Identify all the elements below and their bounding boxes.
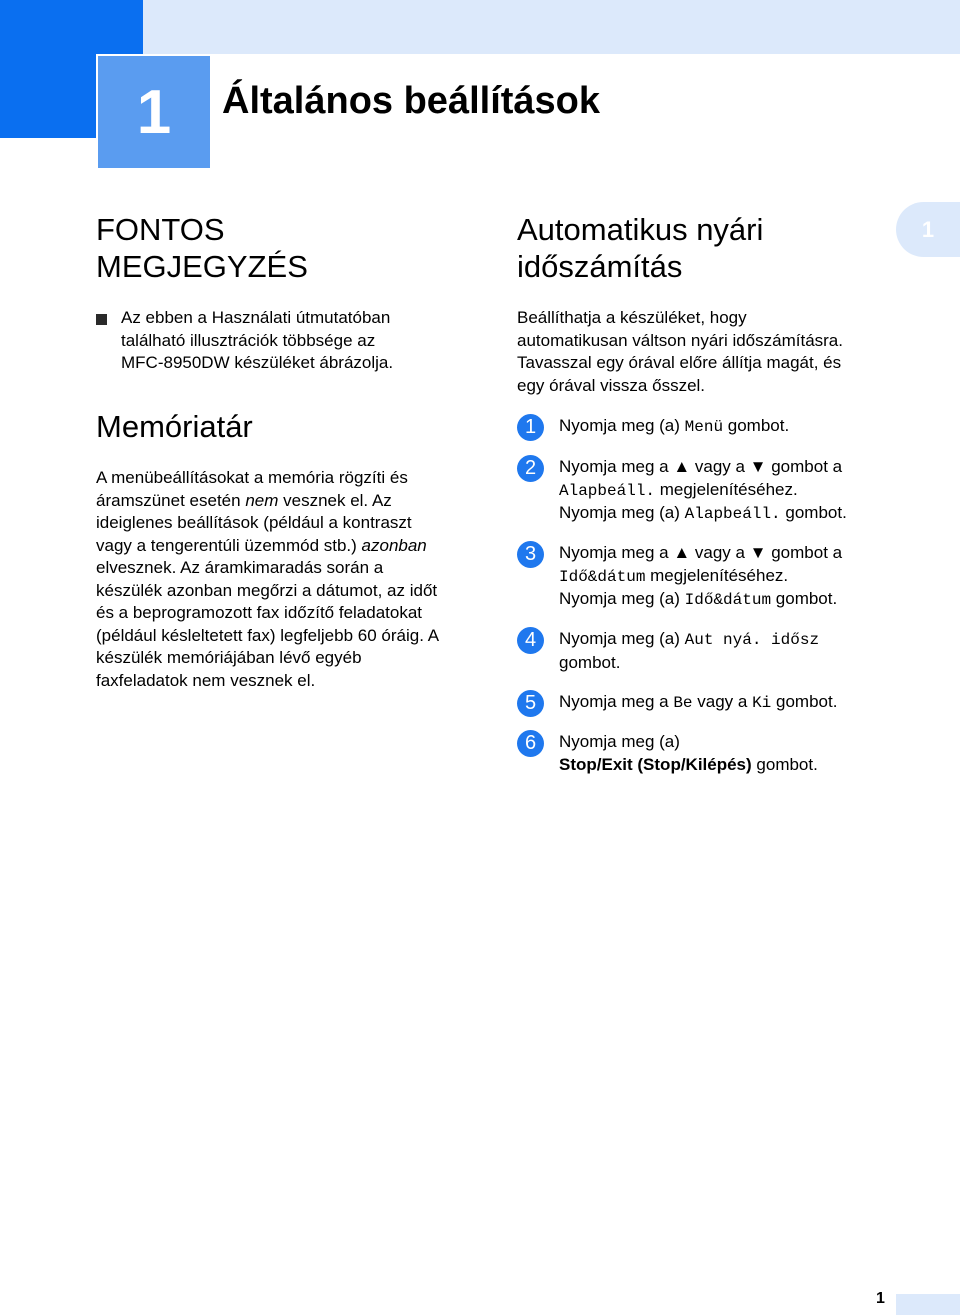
step-line: [559, 754, 937, 777]
text-span: vesznek el. Az: [278, 490, 392, 510]
memory-line: faxfeladatok nem vesznek el.: [96, 670, 316, 690]
lcd-text: Alapbeáll.: [684, 505, 781, 523]
text-span: Nyomja meg (a): [559, 503, 685, 522]
step-5: [517, 691, 937, 715]
step-line: Nyomja meg a ▲ vagy a ▼ gombot a: [559, 457, 843, 476]
step-1: [517, 415, 937, 439]
key-name: Stop/Exit (Stop/Kilépés): [559, 754, 752, 774]
step-number-badge: 2: [517, 455, 544, 482]
text-span: gombot.: [723, 416, 790, 435]
memory-line: készülék memóriájában lévő egyéb: [96, 648, 362, 667]
chapter-title: Általános beállítások: [222, 80, 601, 122]
step-3: [517, 542, 937, 612]
text-span: Nyomja meg (a): [559, 589, 685, 608]
dst-line: egy órával vissza ősszel.: [517, 375, 706, 395]
step-line: Nyomja meg (a): [559, 732, 680, 751]
lcd-text: Idő&dátum: [684, 591, 772, 609]
step-number-badge: 3: [517, 541, 544, 568]
text-span: gombot.: [751, 754, 818, 774]
step-number-badge: 4: [517, 627, 544, 654]
memory-line: készülék azonban megőrzi a dátumot, az időt: [96, 580, 438, 600]
step-line: [559, 691, 937, 715]
step-line: [559, 479, 937, 503]
bullet-square-icon: [96, 314, 107, 325]
emphasis: azonban: [361, 535, 427, 555]
emphasis: nem: [245, 490, 279, 510]
dst-line: automatikusan váltson nyári időszámításra.: [517, 330, 843, 350]
notice-line: MFC-8950DW készüléket ábrázolja.: [121, 353, 394, 372]
notice-heading: [96, 211, 308, 285]
text-span: vagy a: [692, 692, 753, 711]
header-band: [0, 0, 960, 54]
text-span: gombot.: [771, 692, 838, 711]
lcd-text: Aut nyá. idősz: [684, 631, 820, 649]
text-span: áramszünet esetén: [96, 490, 246, 510]
step-line: [559, 628, 937, 652]
step-line: [559, 588, 937, 612]
chapter-number-box: [96, 54, 212, 170]
step-line: [559, 502, 937, 526]
memory-line: elvesznek. Az áramkimaradás során a: [96, 558, 384, 577]
lcd-text: Be: [673, 694, 693, 712]
memory-line: (például késleltetett fax) legfeljebb 60 óráig. A: [96, 625, 440, 645]
memory-line: és a beprogramozott fax időzítő feladatokat: [96, 603, 423, 622]
notice-line: található illusztrációk többsége az: [121, 330, 376, 350]
step-4: [517, 628, 937, 674]
text-span: megjelenítéséhez.: [645, 565, 789, 585]
step-2: [517, 456, 937, 526]
notice-heading-line1: FONTOS: [96, 212, 225, 247]
memory-heading: Memóriatár: [96, 409, 253, 444]
text-span: Nyomja meg (a): [559, 416, 685, 435]
step-line: [559, 415, 937, 439]
lcd-text: Ki: [752, 694, 772, 712]
side-tab-number: 1: [921, 216, 935, 242]
page-number: 1: [876, 1290, 885, 1307]
footer-bar: [896, 1294, 960, 1315]
step-line: gombot.: [559, 652, 621, 672]
step-line: Nyomja meg a ▲ vagy a ▼ gombot a: [559, 543, 843, 562]
memory-line: A menübeállításokat a memória rögzíti és: [96, 468, 408, 487]
text-span: gombot.: [771, 589, 838, 608]
step-number-badge: 5: [517, 690, 544, 717]
lcd-text: Idő&dátum: [559, 567, 646, 586]
memory-line: ideiglenes beállítások (például a kontraszt: [96, 513, 412, 532]
dst-heading: [517, 211, 763, 285]
chapter-side-tab: [896, 202, 960, 257]
memory-paragraph: [96, 467, 486, 692]
step-line: [559, 565, 937, 589]
dst-line: Tavasszal egy órával előre állítja magát, és: [517, 353, 842, 372]
notice-bullet: [96, 307, 436, 375]
text-span: Nyomja meg a: [559, 692, 674, 711]
chapter-number: 1: [136, 77, 172, 147]
step-6: [517, 731, 937, 776]
dst-paragraph: [517, 307, 937, 397]
notice-heading-line2: MEGJEGYZÉS: [96, 249, 308, 284]
dst-heading-line2: időszámítás: [517, 249, 683, 284]
text-span: megjelenítéséhez.: [655, 479, 798, 499]
lcd-text: Alapbeáll.: [559, 481, 656, 500]
lcd-text: Menü: [684, 418, 724, 436]
text-span: gombot.: [780, 503, 847, 522]
step-number-badge: 1: [517, 414, 544, 441]
dst-line: Beállíthatja a készüléket, hogy: [517, 308, 747, 327]
step-number-badge: 6: [517, 730, 544, 757]
dst-heading-line1: Automatikus nyári: [517, 212, 764, 247]
text-span: vagy a tengerentúli üzemmód stb.): [96, 535, 362, 555]
text-span: Nyomja meg (a): [559, 629, 685, 648]
memory-line: [96, 535, 486, 558]
notice-line: Az ebben a Használati útmutatóban: [121, 308, 391, 327]
memory-line: [96, 490, 486, 513]
